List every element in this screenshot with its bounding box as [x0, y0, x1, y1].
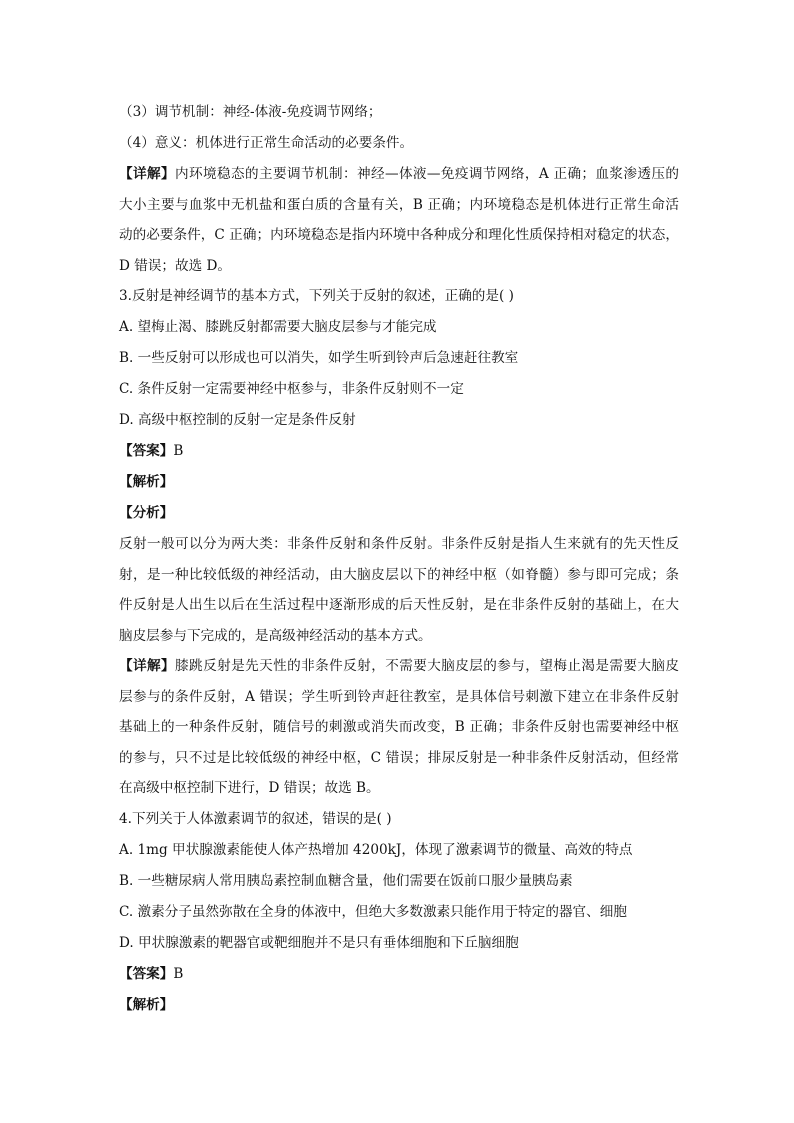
- line-text: 件反射是人出生以后在生活过程中逐渐形成的后天性反射，是在非条件反射的基础上，在大: [119, 597, 679, 614]
- q3-option-a: [119, 312, 679, 343]
- text-line: [119, 928, 679, 959]
- line-text: 射，是一种比较低级的神经活动，由大脑皮层以下的神经中枢（如脊髓）参与即可完成；条: [119, 566, 679, 583]
- text-line: [119, 220, 679, 251]
- text-line: [119, 281, 679, 312]
- section-tag: 【详解】: [119, 166, 175, 182]
- text-line: [119, 97, 679, 128]
- q3-analysis-paragraph: [119, 529, 679, 651]
- line-text: 膝跳反射是先天性的非条件反射，不需要大脑皮层的参与，望梅止渴是需要大脑皮: [175, 658, 680, 674]
- text-line: [119, 835, 679, 866]
- line-text: 层参与的条件反射，A 错误；学生听到铃声赶往教室，是具体信号刺激下建立在非条件反射: [119, 688, 679, 705]
- text-line: [119, 990, 679, 1021]
- line-text: 动的必要条件，C 正确；内环境稳态是指内环境中各种成分和理化性质保持相对稳定的状态，: [119, 227, 679, 244]
- text-line: [119, 712, 679, 743]
- q4-option-a: [119, 835, 679, 866]
- line-text: 在高级中枢控制下进行，D 错误；故选 B。: [119, 780, 380, 797]
- text-line: [119, 467, 679, 498]
- line-text: D. 甲状腺激素的靶器官或靶细胞并不是只有垂体细胞和下丘脑细胞: [119, 935, 519, 951]
- text-line: [119, 405, 679, 436]
- section-tag: 【答案】: [119, 443, 174, 459]
- text-line: [119, 128, 679, 159]
- text-line: [119, 651, 679, 682]
- q4-stem: [119, 804, 679, 835]
- text-line: [119, 804, 679, 835]
- text-line: [119, 773, 679, 804]
- line-text: A. 1mg 甲状腺激素能使人体产热增加 4200kJ，体现了激素调节的微量、高效的特点: [119, 842, 633, 858]
- q3-option-d: [119, 405, 679, 436]
- line-text: C. 激素分子虽然弥散在全身的体液中，但绝大多数激素只能作用于特定的器官、细胞: [119, 904, 627, 920]
- line-text: D. 高级中枢控制的反射一定是条件反射: [119, 412, 356, 428]
- line-text: B: [173, 443, 184, 459]
- line-text: 3.反射是神经调节的基本方式，下列关于反射的叙述，正确的是( ): [119, 288, 514, 304]
- line-text: C. 条件反射一定需要神经中枢参与，非条件反射则不一定: [119, 381, 464, 397]
- text-line: [119, 498, 679, 529]
- text-line: [119, 590, 679, 621]
- line-text: 4.下列关于人体激素调节的叙述，错误的是( ): [119, 811, 392, 827]
- q3-option-c: [119, 374, 679, 405]
- text-line: [119, 959, 679, 990]
- significance-text: [119, 128, 679, 159]
- section-tag: 【解析】: [119, 474, 174, 490]
- text-line: [119, 190, 679, 221]
- text-line: [119, 682, 679, 713]
- q4-option-d: [119, 928, 679, 959]
- q4-answer: [119, 959, 679, 990]
- text-line: [119, 374, 679, 405]
- line-text: D 错误；故选 D。: [119, 257, 232, 274]
- q4-option-c: [119, 897, 679, 928]
- text-line: [119, 621, 679, 652]
- q3-stem: [119, 281, 679, 312]
- section-tag: 【详解】: [119, 658, 176, 674]
- text-line: [119, 312, 679, 343]
- line-text: 大小主要与血浆中无机盐和蛋白质的含量有关，B 正确；内环境稳态是机体进行正常生命活: [119, 196, 679, 213]
- text-line: [119, 343, 679, 374]
- q2-detail-paragraph: [119, 159, 679, 281]
- line-text: B. 一些反射可以形成也可以消失，如学生听到铃声后急速赶往教室: [119, 350, 519, 366]
- section-tag: 【解析】: [119, 997, 174, 1013]
- q3-jiexi-heading: [119, 467, 679, 498]
- text-line: [119, 159, 679, 190]
- text-line: [119, 436, 679, 467]
- q3-option-b: [119, 343, 679, 374]
- section-tag: 【分析】: [119, 505, 174, 521]
- q3-answer: [119, 436, 679, 467]
- text-line: [119, 251, 679, 282]
- line-text: （3）调节机制：神经-体液-免疫调节网络；: [119, 104, 382, 120]
- line-text: （4）意义：机体进行正常生命活动的必要条件。: [119, 135, 414, 151]
- line-text: 脑皮层参与下完成的，是高级神经活动的基本方式。: [119, 627, 432, 644]
- q4-jiexi-heading: [119, 990, 679, 1021]
- line-text: A. 望梅止渴、膝跳反射都需要大脑皮层参与才能完成: [119, 319, 437, 335]
- line-text: 基础上的一种条件反射，随信号的刺激或消失而改变，B 正确；非条件反射也需要神经中枢: [119, 719, 679, 736]
- text-line: [119, 866, 679, 897]
- text-line: [119, 743, 679, 774]
- q4-option-b: [119, 866, 679, 897]
- text-line: [119, 529, 679, 560]
- q3-fenxi-heading: [119, 498, 679, 529]
- line-text: 反射一般可以分为两大类：非条件反射和条件反射。非条件反射是指人生来就有的先天性反: [119, 536, 679, 552]
- line-text: 的参与，只不过是比较低级的神经中枢，C 错误；排尿反射是一种非条件反射活动，但经常: [119, 749, 679, 766]
- regulation-mechanism-text: [119, 97, 679, 128]
- section-tag: 【答案】: [119, 966, 174, 982]
- q3-detail-paragraph: [119, 651, 679, 804]
- text-line: [119, 897, 679, 928]
- text-line: [119, 560, 679, 591]
- line-text: B: [173, 966, 184, 982]
- line-text: B. 一些糖尿病人常用胰岛素控制血糖含量，他们需要在饭前口服少量胰岛素: [119, 873, 573, 889]
- line-text: 内环境稳态的主要调节机制：神经—体液—免疫调节网络，A 正确；血浆渗透压的: [175, 166, 680, 182]
